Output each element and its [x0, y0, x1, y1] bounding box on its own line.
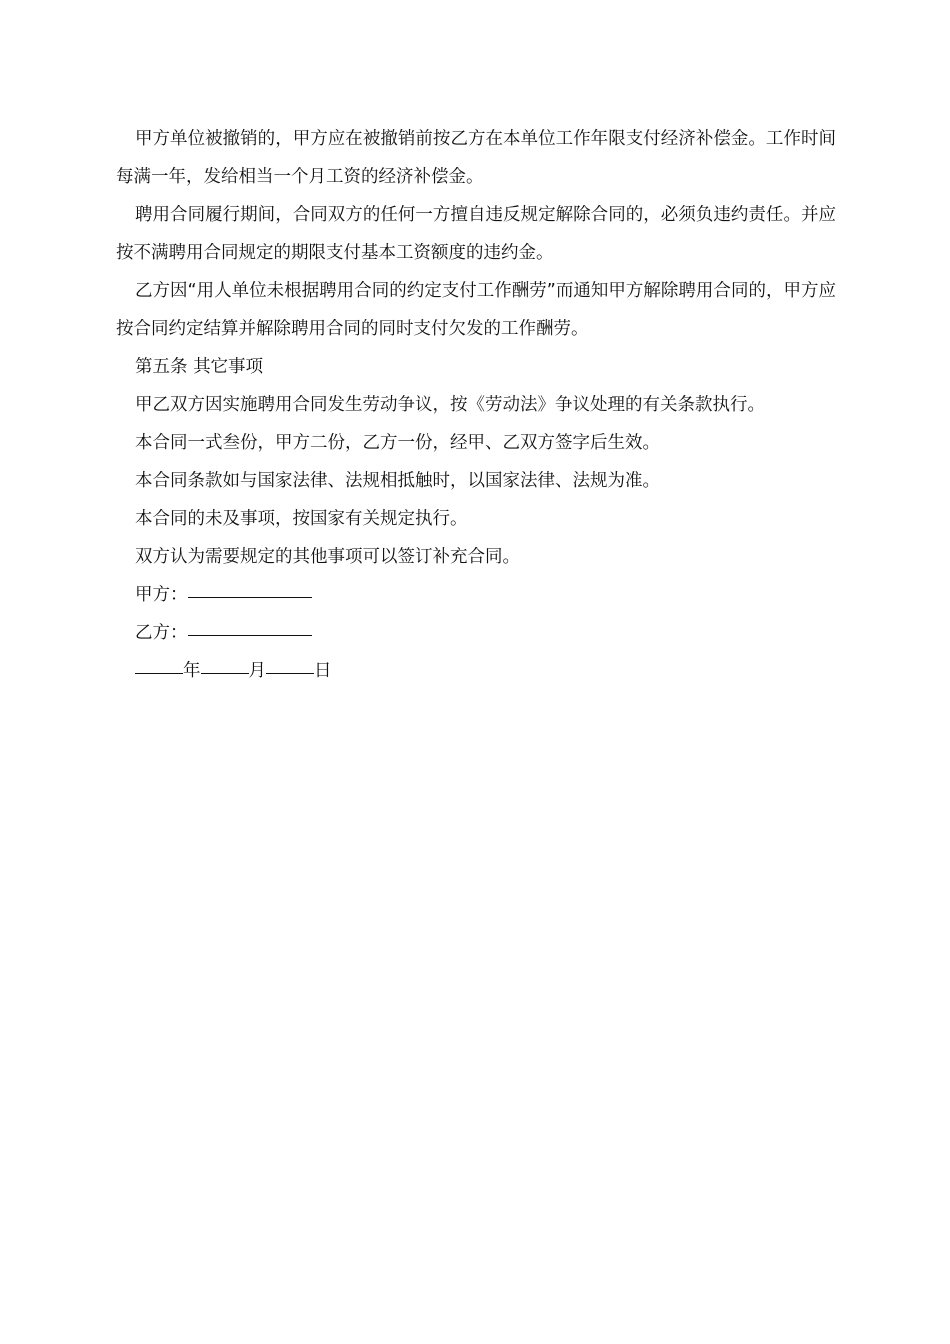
month-blank: [201, 672, 249, 674]
list-item: 甲乙双方因实施聘用合同发生劳动争议，按《劳动法》争议处理的有关条款执行。: [135, 395, 765, 415]
party-b-signature-blank: [188, 634, 312, 636]
paragraph-unpaid-remuneration: 乙方因“用人单位未根据聘用合同的约定支付工作酬劳”而通知甲方解除聘用合同的，甲方应按合同约定结算并解除聘用合同的同时支付欠发的工作酬劳。: [116, 281, 836, 339]
year-blank: [135, 672, 183, 674]
section-heading: 第五条 其它事项: [135, 357, 264, 377]
date-line: [116, 652, 836, 690]
paragraph-compensation: 甲方单位被撤销的，甲方应在被撤销前按乙方在本单位工作年限支付经济补偿金。工作时间每满一年，发给相当一个月工资的经济补偿金。: [116, 129, 836, 187]
list-item: 双方认为需要规定的其他事项可以签订补充合同。: [135, 547, 520, 567]
party-a-signature-line: [116, 576, 836, 614]
party-b-label: 乙方：: [135, 623, 188, 643]
year-label: 年: [183, 661, 201, 681]
month-label: 月: [248, 661, 266, 681]
document-body: [116, 120, 836, 690]
day-blank: [266, 672, 314, 674]
paragraph-breach-liability: 聘用合同履行期间，合同双方的任何一方擅自违反规定解除合同的，必须负违约责任。并应按不满聘用合同规定的期限支付基本工资额度的违约金。: [116, 205, 836, 263]
party-b-signature-line: [116, 614, 836, 652]
day-label: 日: [314, 661, 332, 681]
party-a-signature-blank: [188, 596, 312, 598]
list-item: 本合同条款如与国家法律、法规相抵触时，以国家法律、法规为准。: [135, 471, 660, 491]
list-item: 本合同一式叁份，甲方二份，乙方一份，经甲、乙双方签字后生效。: [135, 433, 660, 453]
party-a-label: 甲方：: [135, 585, 188, 605]
list-item: 本合同的未及事项，按国家有关规定执行。: [135, 509, 468, 529]
